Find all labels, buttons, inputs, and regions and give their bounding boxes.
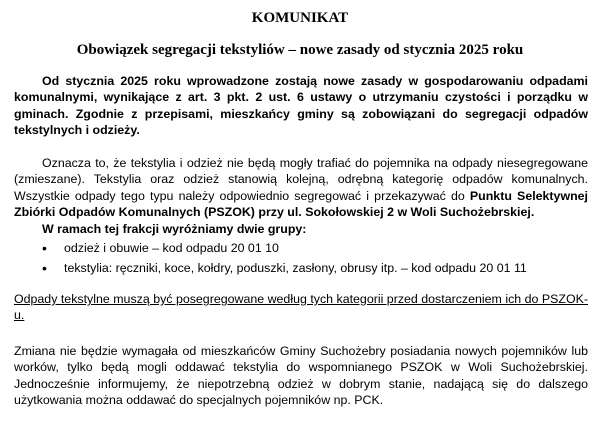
groups-heading: W ramach tej frakcji wyróżniamy dwie grupy: (42, 222, 307, 236)
pszok-address: Punktu Selektywnej Zbiórki Odpadów Komunalnych (PSZOK) przy ul. Sokołowskiej 2 w Woli Suchożebrskiej. (14, 188, 588, 220)
list-item: • odzież i obuwie – kod odpadu 20 01 10 (64, 238, 588, 258)
list-item: • tekstylia: ręczniki, koce, kołdry, poduszki, zasłony, obrusy itp. – kod odpadu 20 01 11 (64, 258, 588, 278)
closing-paragraph: Zmiana nie będzie wymagała od mieszkańców Gminy Suchożebry posiadania nowych pojemników lub worków, tylko będą mogli oddawać tekstylia do wspomnianego PSZOK w Woli Suchożebrskiej. Jednocześnie informujemy, że niepotrzebną odzież w dobrym stanie, nadającą się do dalszego użytkowania można oddawać do specjalnych pojemników np. PCK. (14, 344, 588, 408)
details-paragraph (14, 155, 588, 221)
notice-paragraph: Odpady tekstylne muszą być posegregowane według tych kategorii przed dostarczeniem ich do PSZOK-u. (14, 292, 588, 323)
details-text: Oznacza to, że tekstylia i odzież nie będą mogły trafiać do pojemnika na odpady niesegregowane (zmieszane). Tekstylia oraz odzież stanowią kolejną, odrębną kategorię odpadów komunalnych. Wszystkie odpady tego typu należy odpowiednio segregować i przekazywać do (14, 156, 588, 203)
groups-list (64, 238, 588, 278)
document-subtitle: Obowiązek segregacji tekstyliów – nowe zasady od stycznia 2025 roku (76, 42, 524, 58)
document-title: KOMUNIKAT (251, 10, 349, 26)
intro-paragraph: Od stycznia 2025 roku wprowadzone zostają nowe zasady w gospodarowaniu odpadami komunalnymi, wynikające z art. 3 pkt. 2 ust. 6 ustawy o utrzymaniu czystości i porządku w gminach. Zgodnie z przepisami, mieszkańcy gminy są zobowiązani do segregacji odpadów tekstylnych i odzieży. (14, 74, 588, 138)
